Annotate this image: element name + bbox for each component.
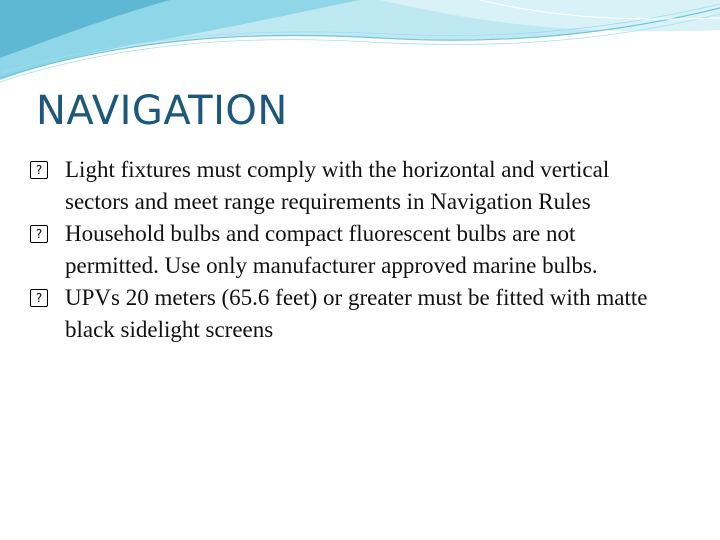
bullet-item [30,282,670,346]
bullet-text: Light fixtures must comply with the horizontal and vertical sectors and meet range requirements in Navigation Rules [65,157,610,214]
bullet-text: UPVs 20 meters (65.6 feet) or greater must be fitted with matte black sidelight screens [65,285,648,342]
missing-glyph-icon: ? [30,225,48,243]
bullet-text: Household bulbs and compact fluorescent bulbs are not permitted. Use only manufacturer approved marine bulbs. [65,221,598,278]
bullet-item [30,218,670,282]
missing-glyph-icon: ? [30,289,48,307]
bullet-item [30,154,670,218]
header-wave-decoration [0,0,720,90]
missing-glyph-icon: ? [30,161,48,179]
bullet-list [30,154,670,346]
slide-title: NAVIGATION [36,88,288,134]
